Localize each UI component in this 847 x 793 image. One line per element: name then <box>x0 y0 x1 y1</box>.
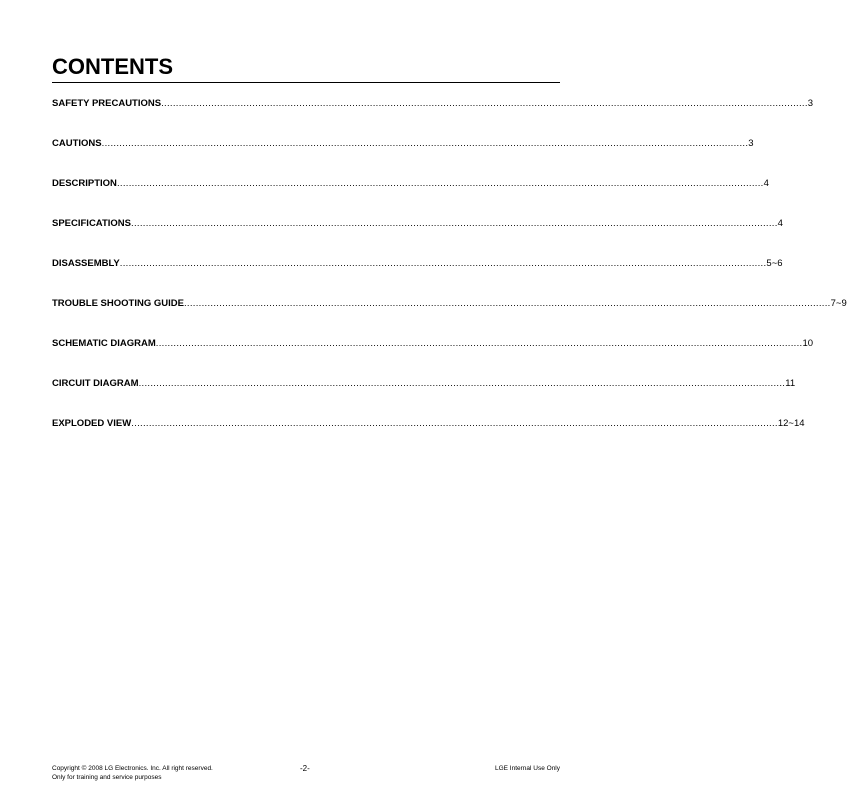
toc-entry-label: TROUBLE SHOOTING GUIDE <box>52 298 184 309</box>
toc-entry-disassembly[interactable] <box>52 254 783 294</box>
footer-copyright-block <box>52 764 213 782</box>
toc-entry-page: 3 <box>807 98 814 109</box>
toc-entry-label: SCHEMATIC DIAGRAM <box>52 338 156 349</box>
footer-internal-note: LGE Internal Use Only <box>494 765 560 772</box>
toc-entry-page: 5~6 <box>766 258 783 269</box>
toc-entry-label: EXPLODED VIEW <box>52 418 132 429</box>
toc-entry-label: CIRCUIT DIAGRAM <box>52 378 139 389</box>
footer-page-number: -2- <box>300 764 310 773</box>
toc-entry-page: 11 <box>785 378 796 389</box>
toc-entry-label: DISASSEMBLY <box>52 258 120 269</box>
toc-entry-label: SPECIFICATIONS <box>52 218 131 229</box>
toc-entry-page: 7~9 <box>830 298 847 309</box>
toc-dot-leader: ............................................................................................................................................................................................................................ <box>116 178 764 189</box>
toc-dot-leader: ............................................................................................................................................................................................................................ <box>131 418 778 429</box>
toc-entry-page: 10 <box>802 338 814 349</box>
toc-entry-circuit-diagram[interactable] <box>52 374 796 414</box>
title-divider <box>52 82 560 83</box>
toc-entry-label: CAUTIONS <box>52 138 102 149</box>
footer-usage-note: Only for training and service purposes <box>52 774 162 781</box>
toc-entry-safety-precautions[interactable] <box>52 94 814 134</box>
toc-entry-label: DESCRIPTION <box>52 178 117 189</box>
toc-dot-leader: ............................................................................................................................................................................................................................ <box>155 338 803 349</box>
toc-entry-specifications[interactable] <box>52 214 783 254</box>
toc-entry-page: 12~14 <box>777 418 805 429</box>
toc-entry-label: SAFETY PRECAUTIONS <box>52 98 162 109</box>
toc-dot-leader: ............................................................................................................................................................................................................................ <box>119 258 767 269</box>
toc-dot-leader: ............................................................................................................................................................................................................................ <box>131 218 778 229</box>
toc-entry-cautions[interactable] <box>52 134 754 174</box>
toc-entry-schematic-diagram[interactable] <box>52 334 814 374</box>
toc-entry-description[interactable] <box>52 174 769 214</box>
toc-entry-page: 4 <box>777 218 783 229</box>
table-of-contents <box>52 94 847 454</box>
toc-dot-leader: ............................................................................................................................................................................................................................ <box>183 298 831 309</box>
footer-copyright: Copyright © 2008 LG Electronics. Inc. All right reserved. <box>52 765 213 772</box>
page-title: CONTENTS <box>52 54 173 79</box>
toc-entry-exploded-view[interactable] <box>52 414 805 454</box>
toc-dot-leader: ............................................................................................................................................................................................................................ <box>101 138 749 149</box>
toc-entry-page: 4 <box>763 178 769 189</box>
toc-dot-leader: ............................................................................................................................................................................................................................ <box>161 98 808 109</box>
toc-dot-leader: ............................................................................................................................................................................................................................ <box>138 378 786 389</box>
toc-entry-page: 3 <box>748 138 754 149</box>
toc-entry-trouble-shooting-guide[interactable] <box>52 294 847 334</box>
